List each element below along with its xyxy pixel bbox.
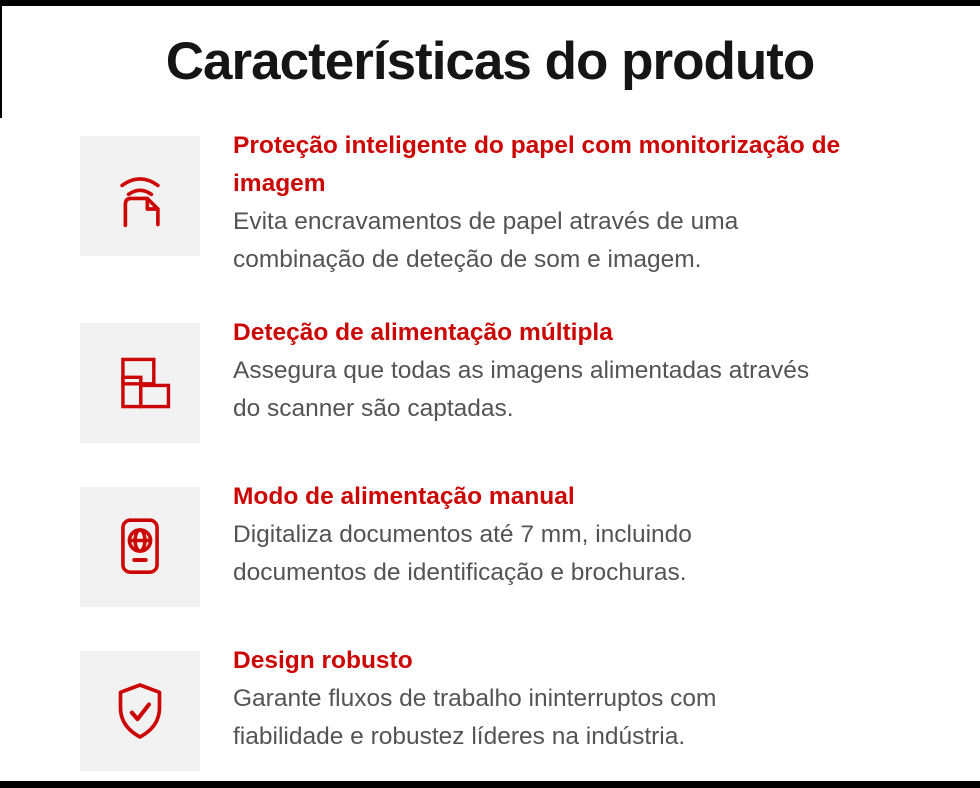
screen-edge-top bbox=[0, 0, 980, 6]
feature-description: Garante fluxos de trabalho ininterruptos com bbox=[233, 685, 717, 712]
feature-text bbox=[233, 314, 809, 428]
paper-jam-sound-waves-icon bbox=[80, 136, 200, 256]
feature-description: combinação de deteção de som e imagem. bbox=[233, 246, 702, 273]
screen-edge-bottom bbox=[0, 781, 980, 788]
feature-text bbox=[233, 478, 692, 592]
feature-heading: Proteção inteligente do papel com monitorização de bbox=[233, 132, 841, 159]
feature-row-manual-feed-mode bbox=[80, 483, 980, 607]
feature-heading: Design robusto bbox=[233, 647, 413, 674]
feature-list bbox=[80, 132, 980, 771]
feature-row-multi-feed-detection bbox=[80, 319, 980, 443]
feature-row-paper-protection bbox=[80, 132, 980, 279]
feature-description: Evita encravamentos de papel através de uma bbox=[233, 208, 739, 235]
feature-heading: Deteção de alimentação múltipla bbox=[233, 319, 613, 346]
feature-description: Digitaliza documentos até 7 mm, incluindo bbox=[233, 521, 692, 548]
feature-heading: imagem bbox=[233, 170, 326, 197]
multi-feed-pages-icon bbox=[80, 323, 200, 443]
feature-row-robust-design bbox=[80, 647, 980, 771]
passport-globe-icon bbox=[80, 487, 200, 607]
shield-check-icon bbox=[80, 651, 200, 771]
feature-description: do scanner são captadas. bbox=[233, 395, 514, 422]
feature-description: fiabilidade e robustez líderes na indústria. bbox=[233, 723, 686, 750]
feature-text bbox=[233, 642, 716, 756]
page-title: Características do produto bbox=[165, 32, 815, 91]
feature-text bbox=[233, 127, 840, 279]
feature-heading: Modo de alimentação manual bbox=[233, 483, 575, 510]
feature-description: Assegura que todas as imagens alimentadas através bbox=[233, 357, 810, 384]
screen-edge-left bbox=[0, 0, 2, 118]
feature-description: documentos de identificação e brochuras. bbox=[233, 559, 687, 586]
